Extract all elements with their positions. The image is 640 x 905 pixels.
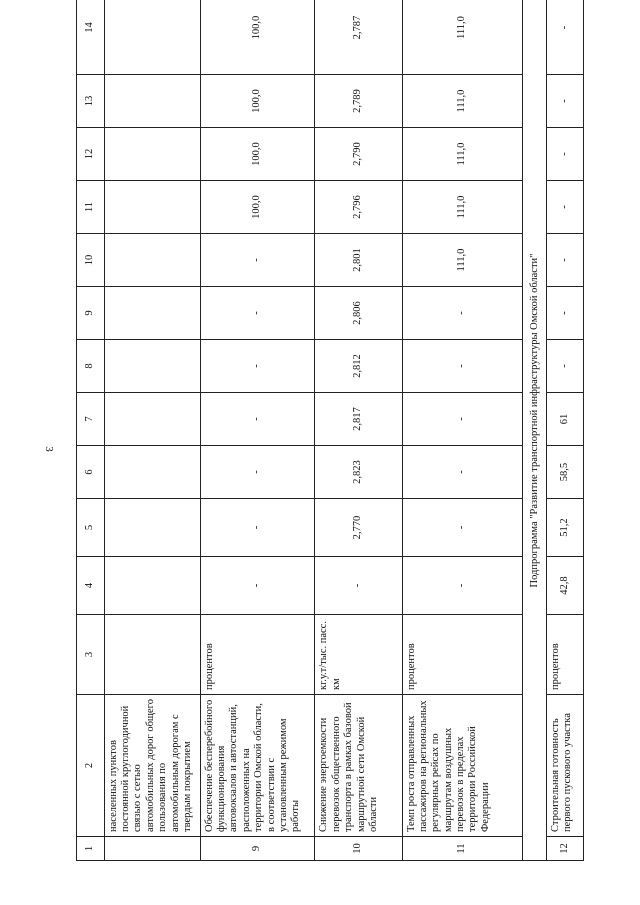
unit: кг.у.т/тыс. пасс. км bbox=[315, 615, 402, 695]
header-cell: 14 bbox=[77, 0, 105, 75]
value-cell: - bbox=[402, 499, 523, 557]
value-cell: - bbox=[547, 128, 584, 181]
indicator-name: Строительная готовность первого пускового участка bbox=[547, 695, 584, 837]
header-cell: 11 bbox=[77, 181, 105, 234]
header-cell: 5 bbox=[77, 499, 105, 557]
value-cell: 2,801 bbox=[315, 234, 402, 287]
subprogram-title: Подпрограмма "Развитие транспортной инфраструктуры Омской области" bbox=[523, 0, 547, 861]
value-cell: 100,0 bbox=[200, 75, 315, 128]
value-cell: - bbox=[547, 0, 584, 75]
table-row bbox=[104, 0, 200, 861]
header-cell: 6 bbox=[77, 446, 105, 499]
value-cell: - bbox=[402, 446, 523, 499]
value-cell: - bbox=[547, 181, 584, 234]
value-cell: - bbox=[200, 557, 315, 615]
value-cell bbox=[104, 128, 200, 181]
header-cell: 13 bbox=[77, 75, 105, 128]
value-cell: - bbox=[402, 393, 523, 446]
value-cell bbox=[104, 340, 200, 393]
value-cell: - bbox=[200, 287, 315, 340]
row-number bbox=[104, 837, 200, 861]
value-cell: 2,790 bbox=[315, 128, 402, 181]
indicator-name: населенных пунктов постоянной круглогодичной связью с сетью автомобильных дорог общего пользования по автомобильным дорогам с твердым покрытием bbox=[104, 695, 200, 837]
header-cell: 4 bbox=[77, 557, 105, 615]
subprogram-row bbox=[523, 0, 547, 861]
value-cell: 2,823 bbox=[315, 446, 402, 499]
unit: процентов bbox=[402, 615, 523, 695]
value-cell bbox=[104, 181, 200, 234]
value-cell bbox=[104, 446, 200, 499]
table-row bbox=[547, 0, 584, 861]
table-row bbox=[315, 0, 402, 861]
value-cell bbox=[104, 0, 200, 75]
row-number: 10 bbox=[315, 837, 402, 861]
value-cell: - bbox=[200, 234, 315, 287]
value-cell: 100,0 bbox=[200, 181, 315, 234]
value-cell: 2,817 bbox=[315, 393, 402, 446]
header-cell: 3 bbox=[77, 615, 105, 695]
page-number: 3 bbox=[43, 446, 55, 452]
value-cell bbox=[104, 75, 200, 128]
value-cell: - bbox=[200, 340, 315, 393]
value-cell: - bbox=[200, 499, 315, 557]
rotated-table-container bbox=[76, 15, 584, 861]
value-cell: - bbox=[547, 234, 584, 287]
header-cell: 1 bbox=[77, 837, 105, 861]
value-cell: - bbox=[402, 340, 523, 393]
value-cell: 2,796 bbox=[315, 181, 402, 234]
header-cell: 12 bbox=[77, 128, 105, 181]
row-number: 9 bbox=[200, 837, 315, 861]
value-cell: 2,789 bbox=[315, 75, 402, 128]
value-cell: 2,787 bbox=[315, 0, 402, 75]
value-cell: - bbox=[200, 446, 315, 499]
value-cell bbox=[104, 393, 200, 446]
value-cell: 111,0 bbox=[402, 234, 523, 287]
value-cell: 111,0 bbox=[402, 181, 523, 234]
value-cell: 58,5 bbox=[547, 446, 584, 499]
header-cell: 7 bbox=[77, 393, 105, 446]
row-number: 11 bbox=[402, 837, 523, 861]
value-cell: - bbox=[315, 557, 402, 615]
unit bbox=[104, 615, 200, 695]
header-cell: 2 bbox=[77, 695, 105, 837]
value-cell: - bbox=[547, 287, 584, 340]
table-row bbox=[200, 0, 315, 861]
value-cell: 111,0 bbox=[402, 128, 523, 181]
value-cell: 51,2 bbox=[547, 499, 584, 557]
value-cell: 111,0 bbox=[402, 75, 523, 128]
value-cell bbox=[104, 234, 200, 287]
value-cell bbox=[104, 287, 200, 340]
unit: процентов bbox=[547, 615, 584, 695]
value-cell: - bbox=[200, 393, 315, 446]
value-cell: 100,0 bbox=[200, 128, 315, 181]
value-cell: 2,806 bbox=[315, 287, 402, 340]
indicator-name: Снижение энергоемкости перевозок общественного транспорта в рамках базовой маршрутной сети Омской области bbox=[315, 695, 402, 837]
value-cell: - bbox=[402, 557, 523, 615]
unit: процентов bbox=[200, 615, 315, 695]
indicators-table bbox=[76, 0, 584, 861]
value-cell bbox=[104, 557, 200, 615]
header-cell: 10 bbox=[77, 234, 105, 287]
header-cell: 8 bbox=[77, 340, 105, 393]
indicator-name: Обеспечение бесперебойного функционирования автовокзалов и автостанций, расположенных на территории Омской области, в соответствии с установленным режимом работы bbox=[200, 695, 315, 837]
value-cell: 61 bbox=[547, 393, 584, 446]
value-cell: - bbox=[402, 287, 523, 340]
header-row bbox=[77, 0, 105, 861]
header-cell: 9 bbox=[77, 287, 105, 340]
indicator-name: Темп роста отправленных пассажиров на региональных регулярных рейсах по маршрутам воздушных перевозок в пределах территории Российской Федерации bbox=[402, 695, 523, 837]
value-cell: 111,0 bbox=[402, 0, 523, 75]
value-cell bbox=[104, 499, 200, 557]
table-row bbox=[402, 0, 523, 861]
value-cell: 2,812 bbox=[315, 340, 402, 393]
value-cell: - bbox=[547, 75, 584, 128]
value-cell: - bbox=[547, 340, 584, 393]
row-number: 12 bbox=[547, 837, 584, 861]
value-cell: 100,0 bbox=[200, 0, 315, 75]
value-cell: 2,770 bbox=[315, 499, 402, 557]
value-cell: 42,8 bbox=[547, 557, 584, 615]
